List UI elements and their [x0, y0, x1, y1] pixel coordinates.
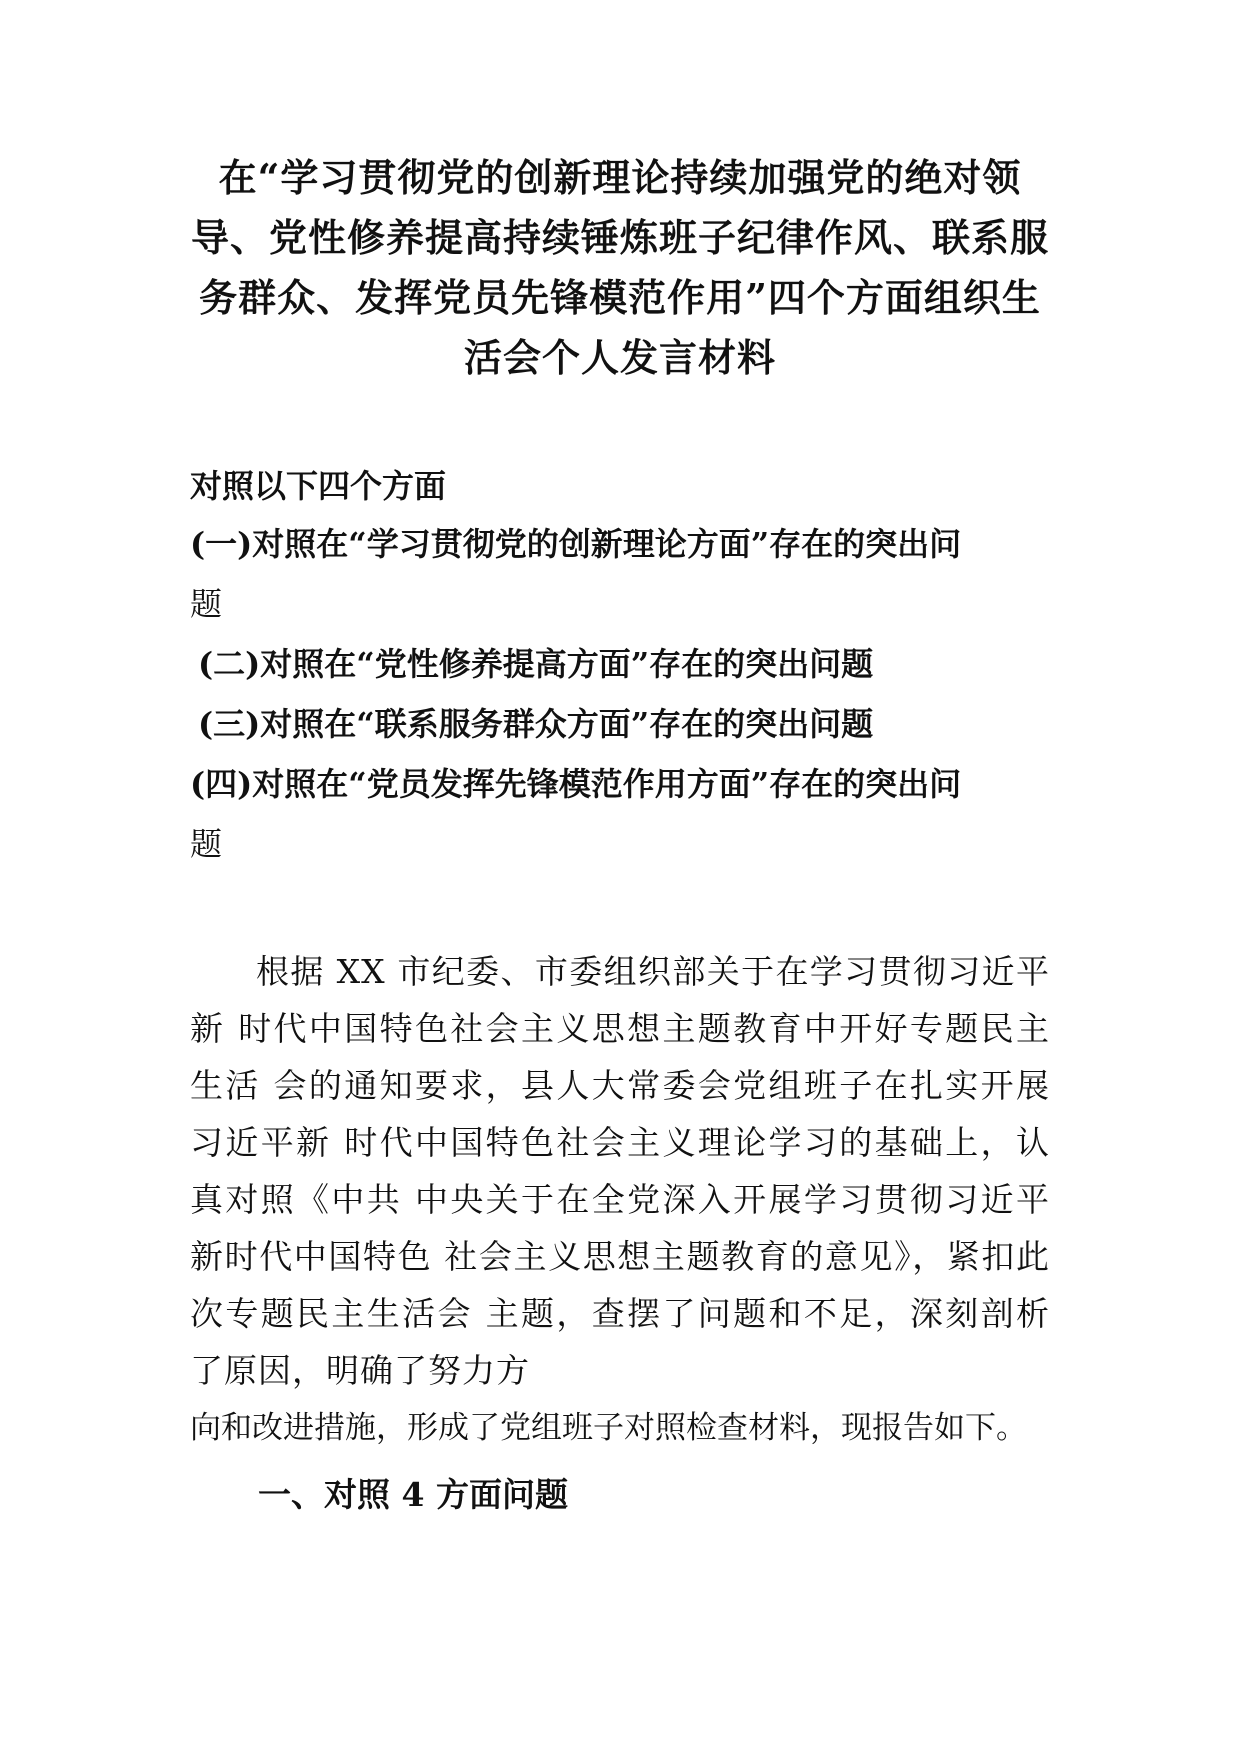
aspect-item-main: (四)对照在“党员发挥先锋模范作用方面”存在的突出问	[190, 765, 962, 803]
title-line: 导、党性修养提高持续锤炼班子纪律作风、联系服	[190, 215, 1049, 260]
aspect-item-2	[190, 634, 1050, 694]
aspect-item-1	[190, 514, 1050, 634]
section-heading: 一、对照 4 方面问题	[258, 1475, 568, 1514]
title-line: 务群众、发挥党员先锋模范作用”四个方面组织生	[199, 275, 1041, 320]
aspect-item-main: (一)对照在“学习贯彻党的创新理论方面”存在的突出问	[190, 525, 962, 563]
aspect-item-3	[190, 694, 1050, 754]
aspect-item-4	[190, 754, 1050, 874]
body-paragraph-last-line: 向和改进措施，形成了党组班子对照检查材料，现报告如下。	[190, 1410, 1027, 1446]
document-title	[190, 148, 1050, 388]
aspect-item-tail: 题	[190, 585, 223, 623]
aspect-item-main: (三)对照在“联系服务群众方面”存在的突出问题	[198, 705, 874, 743]
title-line: 在“学习贯彻党的创新理论持续加强党的绝对领	[218, 155, 1022, 200]
title-line: 活会个人发言材料	[463, 335, 776, 380]
aspects-list	[190, 458, 1050, 874]
body-paragraph: 根据 XX 市纪委、市委组织部关于在学习贯彻习近平新 时代中国特色社会主义思想主题教育中开好专题民主生活 会的通知要求，县人大常委会党组班子在扎实开展习近平新 时代中国特色社会主义理论学习的基础上，认真对照《中共 中央关于在全党深入开展学习贯彻习近平新时代中国特色 社会主义思想主题教育的意见》，紧扣此次专题民主生活会 主题，查摆了问题和不足，深刻剖析了原因，明确了努力方	[190, 952, 1050, 1390]
aspects-intro: 对照以下四个方面	[190, 467, 447, 505]
aspect-item-tail: 题	[190, 825, 223, 863]
aspect-item-main: (二)对照在“党性修养提高方面”存在的突出问题	[198, 645, 874, 683]
